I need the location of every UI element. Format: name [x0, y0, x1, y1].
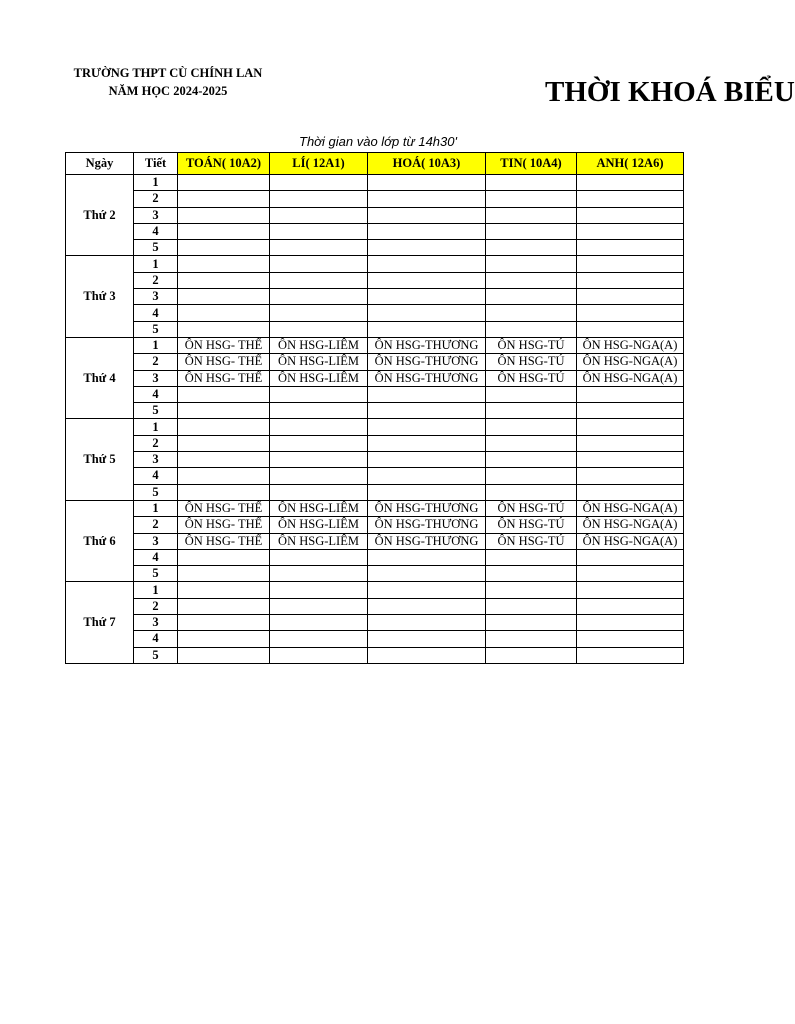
schedule-cell: [577, 435, 684, 451]
schedule-cell: [486, 452, 577, 468]
schedule-cell: [486, 256, 577, 272]
schedule-cell: [178, 566, 270, 582]
schedule-cell: [577, 647, 684, 663]
period-number: 3: [134, 370, 178, 386]
schedule-cell: [178, 435, 270, 451]
schedule-cell: [270, 484, 368, 500]
period-number: 5: [134, 647, 178, 663]
schedule-cell: [178, 631, 270, 647]
schedule-cell: [486, 615, 577, 631]
schedule-cell: [486, 566, 577, 582]
timetable-body: [66, 175, 684, 664]
schedule-cell: [486, 386, 577, 402]
title-container: [545, 74, 795, 114]
schedule-cell: [270, 386, 368, 402]
period-number: 2: [134, 435, 178, 451]
schedule-cell: [368, 582, 486, 598]
schedule-cell: [178, 272, 270, 288]
schedule-cell: [270, 223, 368, 239]
schedule-cell: [178, 452, 270, 468]
schedule-cell: [486, 272, 577, 288]
schedule-cell: [178, 175, 270, 191]
schedule-cell: [577, 484, 684, 500]
schedule-cell: [577, 191, 684, 207]
schedule-cell: [577, 386, 684, 402]
schedule-cell: [577, 598, 684, 614]
schedule-cell: [270, 289, 368, 305]
schedule-cell: [577, 403, 684, 419]
schedule-cell: ÔN HSG-TÚ: [486, 370, 577, 386]
schedule-cell: [486, 403, 577, 419]
col-header-day: Ngày: [66, 153, 134, 175]
schedule-cell: [486, 223, 577, 239]
schedule-cell: [486, 582, 577, 598]
schedule-cell: ÔN HSG- THỂ: [178, 533, 270, 549]
schedule-cell: [178, 403, 270, 419]
schedule-cell: [178, 468, 270, 484]
schedule-cell: ÔN HSG-TÚ: [486, 500, 577, 516]
col-header-subject: HOÁ( 10A3): [368, 153, 486, 175]
schedule-cell: [178, 582, 270, 598]
table-row: [66, 223, 684, 239]
schedule-cell: ÔN HSG- THỂ: [178, 517, 270, 533]
schedule-cell: [577, 631, 684, 647]
col-header-subject: TOÁN( 10A2): [178, 153, 270, 175]
schedule-cell: [577, 207, 684, 223]
schedule-cell: [486, 435, 577, 451]
schedule-cell: [178, 647, 270, 663]
schedule-cell: [368, 386, 486, 402]
day-label: Thứ 5: [66, 419, 134, 500]
schedule-cell: [270, 191, 368, 207]
schedule-cell: ÔN HSG-THƯƠNG: [368, 533, 486, 549]
schedule-cell: [178, 191, 270, 207]
schedule-cell: [270, 468, 368, 484]
period-number: 1: [134, 500, 178, 516]
schedule-cell: [270, 631, 368, 647]
table-row: [66, 582, 684, 598]
schedule-cell: ÔN HSG-THƯƠNG: [368, 517, 486, 533]
schedule-cell: [178, 256, 270, 272]
schedule-cell: [270, 615, 368, 631]
schedule-cell: [270, 452, 368, 468]
period-number: 1: [134, 419, 178, 435]
table-row: [66, 256, 684, 272]
schedule-cell: [270, 256, 368, 272]
schedule-cell: [178, 207, 270, 223]
schedule-cell: [486, 484, 577, 500]
start-time-note: Thời gian vào lớp từ 14h30': [299, 134, 457, 149]
table-row: [66, 305, 684, 321]
schedule-cell: [368, 207, 486, 223]
table-row: [66, 337, 684, 353]
period-number: 2: [134, 272, 178, 288]
table-row: [66, 289, 684, 305]
schedule-cell: [486, 647, 577, 663]
schedule-cell: ÔN HSG-NGA(A): [577, 533, 684, 549]
period-number: 4: [134, 631, 178, 647]
col-header-subject: LÍ( 12A1): [270, 153, 368, 175]
schedule-cell: ÔN HSG- THỂ: [178, 354, 270, 370]
period-number: 1: [134, 582, 178, 598]
schedule-cell: [270, 566, 368, 582]
table-row: [66, 403, 684, 419]
school-header: [64, 64, 272, 100]
schedule-cell: [368, 435, 486, 451]
schedule-cell: [368, 321, 486, 337]
schedule-cell: [368, 256, 486, 272]
schedule-cell: [368, 419, 486, 435]
schedule-cell: [368, 305, 486, 321]
period-number: 1: [134, 337, 178, 353]
page-title: THỜI KHOÁ BIỂU: [545, 76, 795, 108]
period-number: 5: [134, 403, 178, 419]
schedule-cell: ÔN HSG-THƯƠNG: [368, 500, 486, 516]
schedule-cell: [178, 549, 270, 565]
schedule-cell: [270, 582, 368, 598]
schedule-cell: ÔN HSG-NGA(A): [577, 500, 684, 516]
table-row: [66, 549, 684, 565]
schedule-cell: ÔN HSG- THỂ: [178, 500, 270, 516]
table-row: [66, 598, 684, 614]
schedule-cell: [178, 615, 270, 631]
schedule-cell: [270, 598, 368, 614]
schedule-cell: ÔN HSG-LIÊM: [270, 337, 368, 353]
schedule-cell: [368, 272, 486, 288]
schedule-cell: [270, 305, 368, 321]
schedule-cell: [486, 631, 577, 647]
table-row: [66, 191, 684, 207]
period-number: 5: [134, 484, 178, 500]
table-row: [66, 533, 684, 549]
period-number: 4: [134, 223, 178, 239]
school-year: NĂM HỌC 2024-2025: [108, 84, 228, 98]
school-name: TRƯỜNG THPT CÙ CHÍNH LAN: [73, 66, 263, 80]
schedule-cell: ÔN HSG-TÚ: [486, 517, 577, 533]
period-number: 2: [134, 598, 178, 614]
schedule-cell: ÔN HSG-LIÊM: [270, 517, 368, 533]
table-row: [66, 207, 684, 223]
schedule-cell: ÔN HSG-LIÊM: [270, 533, 368, 549]
period-number: 2: [134, 354, 178, 370]
schedule-cell: [178, 240, 270, 256]
schedule-cell: [368, 615, 486, 631]
schedule-cell: [486, 207, 577, 223]
timetable-header-row: [66, 153, 684, 175]
table-row: [66, 468, 684, 484]
table-row: [66, 615, 684, 631]
table-row: [66, 517, 684, 533]
schedule-cell: [178, 598, 270, 614]
period-number: 4: [134, 386, 178, 402]
schedule-cell: [270, 240, 368, 256]
schedule-cell: [577, 419, 684, 435]
table-row: [66, 272, 684, 288]
day-label: Thứ 6: [66, 500, 134, 581]
schedule-cell: [486, 175, 577, 191]
table-row: [66, 566, 684, 582]
period-number: 3: [134, 289, 178, 305]
schedule-cell: ÔN HSG-TÚ: [486, 533, 577, 549]
schedule-cell: [368, 566, 486, 582]
period-number: 4: [134, 305, 178, 321]
schedule-cell: [577, 272, 684, 288]
col-header-period: Tiết: [134, 153, 178, 175]
table-row: [66, 354, 684, 370]
schedule-cell: ÔN HSG- THỂ: [178, 337, 270, 353]
schedule-cell: [368, 175, 486, 191]
schedule-cell: [368, 240, 486, 256]
schedule-cell: [486, 240, 577, 256]
schedule-cell: [577, 566, 684, 582]
table-row: [66, 240, 684, 256]
schedule-cell: [577, 615, 684, 631]
day-label: Thứ 2: [66, 175, 134, 256]
schedule-cell: [486, 321, 577, 337]
schedule-cell: [270, 419, 368, 435]
schedule-cell: [577, 223, 684, 239]
period-number: 4: [134, 468, 178, 484]
schedule-cell: [178, 305, 270, 321]
schedule-cell: [577, 305, 684, 321]
period-number: 3: [134, 452, 178, 468]
table-row: [66, 175, 684, 191]
schedule-cell: [178, 484, 270, 500]
schedule-cell: [368, 631, 486, 647]
schedule-cell: [368, 484, 486, 500]
schedule-cell: [368, 452, 486, 468]
schedule-cell: [270, 403, 368, 419]
schedule-cell: [368, 468, 486, 484]
period-number: 3: [134, 533, 178, 549]
table-row: [66, 500, 684, 516]
period-number: 3: [134, 207, 178, 223]
table-row: [66, 386, 684, 402]
period-number: 2: [134, 191, 178, 207]
schedule-cell: [368, 403, 486, 419]
period-number: 4: [134, 549, 178, 565]
period-number: 5: [134, 240, 178, 256]
schedule-cell: [178, 321, 270, 337]
schedule-cell: [486, 419, 577, 435]
schedule-cell: ÔN HSG- THỂ: [178, 370, 270, 386]
schedule-cell: [486, 549, 577, 565]
schedule-cell: ÔN HSG-NGA(A): [577, 517, 684, 533]
schedule-cell: [577, 549, 684, 565]
table-row: [66, 419, 684, 435]
schedule-cell: [577, 289, 684, 305]
day-label: Thứ 7: [66, 582, 134, 663]
schedule-cell: ÔN HSG-NGA(A): [577, 354, 684, 370]
schedule-cell: [577, 582, 684, 598]
schedule-cell: [486, 305, 577, 321]
schedule-cell: [577, 175, 684, 191]
schedule-cell: ÔN HSG-LIÊM: [270, 500, 368, 516]
schedule-cell: [368, 289, 486, 305]
timetable: [65, 152, 684, 664]
schedule-cell: [270, 175, 368, 191]
schedule-cell: ÔN HSG-LIÊM: [270, 354, 368, 370]
schedule-cell: [577, 256, 684, 272]
schedule-cell: [368, 549, 486, 565]
schedule-cell: [577, 452, 684, 468]
schedule-cell: [270, 647, 368, 663]
schedule-cell: [270, 435, 368, 451]
schedule-cell: ÔN HSG-LIÊM: [270, 370, 368, 386]
table-row: [66, 647, 684, 663]
schedule-cell: [577, 321, 684, 337]
schedule-cell: [270, 207, 368, 223]
day-label: Thứ 3: [66, 256, 134, 337]
schedule-cell: ÔN HSG-NGA(A): [577, 337, 684, 353]
table-row: [66, 370, 684, 386]
schedule-cell: [577, 240, 684, 256]
schedule-cell: [178, 223, 270, 239]
schedule-cell: [368, 647, 486, 663]
schedule-cell: [486, 468, 577, 484]
schedule-cell: ÔN HSG-NGA(A): [577, 370, 684, 386]
schedule-cell: [270, 549, 368, 565]
col-header-subject: ANH( 12A6): [577, 153, 684, 175]
schedule-cell: ÔN HSG-THƯƠNG: [368, 370, 486, 386]
schedule-cell: [577, 468, 684, 484]
schedule-cell: [486, 598, 577, 614]
table-row: [66, 435, 684, 451]
table-row: [66, 321, 684, 337]
schedule-cell: [270, 272, 368, 288]
schedule-cell: ÔN HSG-TÚ: [486, 337, 577, 353]
schedule-cell: [486, 191, 577, 207]
table-row: [66, 631, 684, 647]
period-number: 5: [134, 566, 178, 582]
period-number: 2: [134, 517, 178, 533]
schedule-cell: ÔN HSG-THƯƠNG: [368, 354, 486, 370]
period-number: 1: [134, 175, 178, 191]
period-number: 1: [134, 256, 178, 272]
schedule-cell: [178, 289, 270, 305]
period-number: 5: [134, 321, 178, 337]
schedule-cell: ÔN HSG-THƯƠNG: [368, 337, 486, 353]
schedule-cell: [270, 321, 368, 337]
table-row: [66, 452, 684, 468]
period-number: 3: [134, 615, 178, 631]
col-header-subject: TIN( 10A4): [486, 153, 577, 175]
day-label: Thứ 4: [66, 337, 134, 418]
schedule-cell: ÔN HSG-TÚ: [486, 354, 577, 370]
schedule-cell: [368, 191, 486, 207]
schedule-cell: [486, 289, 577, 305]
schedule-cell: [368, 223, 486, 239]
table-row: [66, 484, 684, 500]
schedule-cell: [178, 386, 270, 402]
schedule-cell: [178, 419, 270, 435]
schedule-cell: [368, 598, 486, 614]
